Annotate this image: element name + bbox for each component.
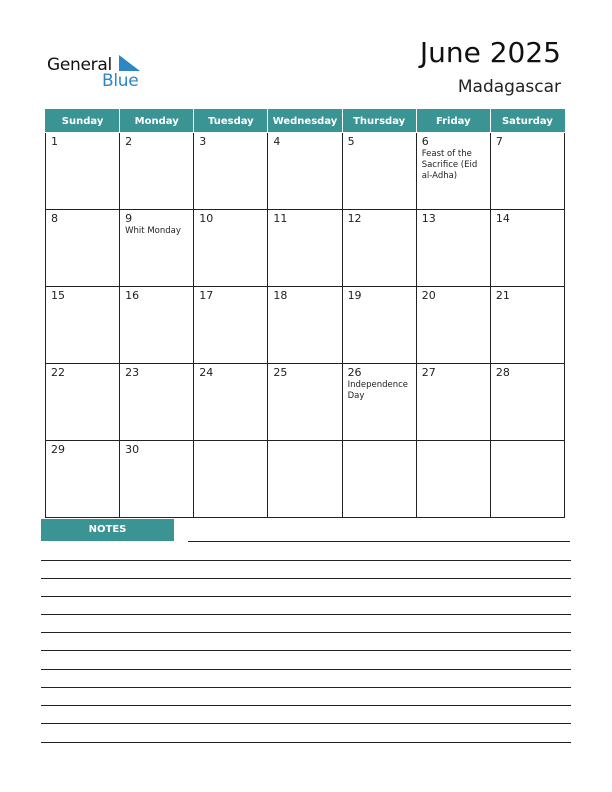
country-name: Madagascar: [457, 77, 561, 97]
day-number: 17: [199, 289, 214, 302]
day-cell: [490, 133, 564, 210]
notes-line: [41, 650, 571, 651]
page-title: June 2025: [419, 36, 561, 69]
day-cell: [46, 364, 120, 441]
logo-text-blue: Blue: [102, 71, 139, 91]
day-number: 16: [125, 289, 140, 302]
notes-label: NOTES: [41, 519, 174, 541]
day-number: 8: [51, 212, 58, 225]
day-number: 3: [199, 135, 207, 148]
day-cell: [46, 133, 120, 210]
holiday-event: Whit Monday: [125, 226, 181, 236]
day-number: 25: [273, 366, 288, 379]
day-cell: [268, 287, 342, 364]
day-number: 6: [421, 135, 429, 148]
day-cell: [120, 133, 194, 210]
day-number: 4: [273, 135, 281, 148]
day-cell: [268, 364, 342, 441]
day-cell: [342, 287, 416, 364]
day-cell: [416, 441, 490, 518]
day-number: 21: [495, 289, 510, 302]
day-number: 28: [495, 366, 510, 379]
day-number: 12: [347, 212, 362, 225]
day-cell: [342, 133, 416, 210]
weekday-header-row: [46, 110, 565, 133]
day-cell: [120, 287, 194, 364]
day-cell: [120, 441, 194, 518]
day-number: 18: [273, 289, 288, 302]
day-cell: [194, 133, 268, 210]
holiday-event: Independence Day: [347, 380, 409, 401]
day-number: 2: [125, 135, 133, 148]
day-cell: [416, 210, 490, 287]
day-cell: [490, 287, 564, 364]
weekday-wednesday: Wednesday: [268, 110, 342, 133]
logo-triangle-icon: [119, 55, 141, 71]
notes-line: [41, 614, 571, 615]
day-number: 14: [495, 212, 510, 225]
notes-line: [41, 742, 571, 743]
day-cell: [268, 133, 342, 210]
notes-line: [41, 705, 571, 706]
day-cell: [120, 364, 194, 441]
day-number: 19: [347, 289, 362, 302]
notes-line: [41, 687, 571, 688]
notes-line: [41, 596, 571, 597]
day-number: 5: [347, 135, 355, 148]
day-cell: [194, 287, 268, 364]
day-cell: [416, 133, 490, 210]
day-cell: [490, 364, 564, 441]
weekday-saturday: Saturday: [490, 110, 564, 133]
week-row: [46, 133, 565, 210]
week-row: [46, 364, 565, 441]
day-cell: [194, 210, 268, 287]
generalblue-logo: [47, 52, 147, 92]
day-cell: [342, 364, 416, 441]
day-number: 24: [199, 366, 214, 379]
notes-line: [41, 560, 571, 561]
day-cell: [194, 441, 268, 518]
day-cell: [46, 441, 120, 518]
day-cell: [268, 441, 342, 518]
logo-text-general: General: [47, 55, 112, 75]
day-number: 27: [421, 366, 436, 379]
day-number: 9: [125, 212, 133, 225]
day-number: 23: [125, 366, 140, 379]
week-row: [46, 210, 565, 287]
notes-line: [41, 578, 571, 579]
week-row: [46, 441, 565, 518]
day-cell: [342, 210, 416, 287]
day-number: 22: [51, 366, 65, 379]
day-number: 26: [347, 366, 362, 379]
day-number: 30: [125, 443, 140, 456]
day-cell: [46, 287, 120, 364]
day-number: 29: [51, 443, 65, 456]
weekday-sunday: Sunday: [46, 110, 120, 133]
weekday-thursday: Thursday: [342, 110, 416, 133]
day-cell: [490, 210, 564, 287]
day-number: 7: [495, 135, 503, 148]
day-cell: [416, 287, 490, 364]
day-cell: [342, 441, 416, 518]
day-cell: [46, 210, 120, 287]
day-cell: [490, 441, 564, 518]
weekday-tuesday: Tuesday: [194, 110, 268, 133]
day-number: 20: [421, 289, 436, 302]
day-cell: [194, 364, 268, 441]
day-number: 13: [421, 212, 436, 225]
day-number: 11: [273, 212, 288, 225]
weekday-friday: Friday: [416, 110, 490, 133]
day-number: 15: [51, 289, 65, 302]
notes-line: [188, 541, 570, 542]
day-cell: [268, 210, 342, 287]
notes-line: [41, 669, 571, 670]
week-row: [46, 287, 565, 364]
notes-line: [41, 723, 571, 724]
notes-line: [41, 632, 571, 633]
weekday-monday: Monday: [120, 110, 194, 133]
day-cell: [120, 210, 194, 287]
day-number: 1: [51, 135, 58, 148]
holiday-event: Feast of the Sacrifice (Eid al-Adha): [421, 149, 478, 181]
day-number: 10: [199, 212, 214, 225]
calendar-grid: [45, 109, 565, 518]
day-cell: [416, 364, 490, 441]
